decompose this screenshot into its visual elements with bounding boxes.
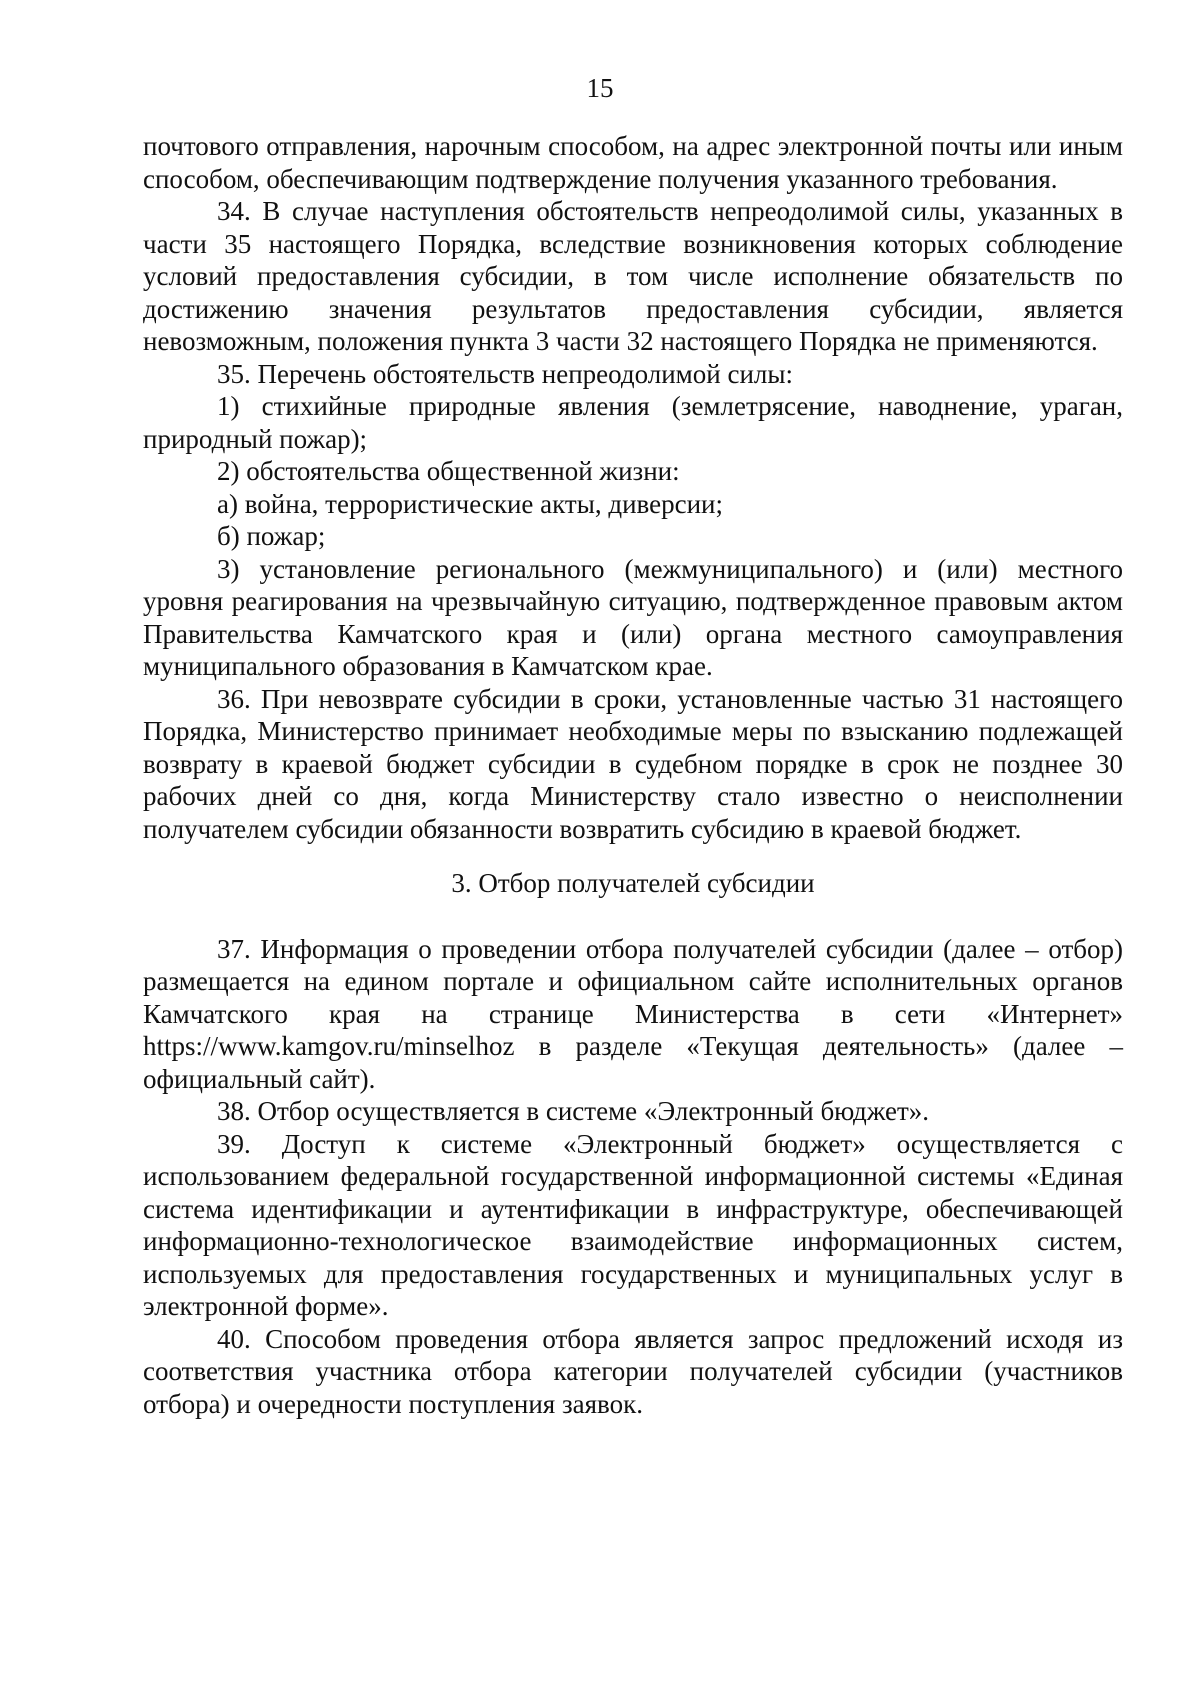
paragraph-35: 35. Перечень обстоятельств непреодолимой силы: [217,358,794,389]
section-heading: 3. Отбор получателей субсидии [451,868,815,898]
list-item-35-3: 3) установление регионального (межмуниципального) и (или) местного уровня реагирования на чрезвычайную ситуацию, подтвержденное правовым актом Правительства Камчатского края и (или) органа местного самоуправления муниципального образования в Камчатском крае. [143,553,1123,681]
document-body [143,130,1123,1420]
paragraph-40: 40. Способом проведения отбора является запрос предложений исходя из соответствия участника отбора категории получателей субсидии (участников отбора) и очередности поступления заявок. [143,1323,1123,1419]
paragraph-continuation: почтового отправления, нарочным способом, на адрес электронной почты или иным способом, обеспечивающим подтверждение получения указанного требования. [143,131,1123,194]
list-item-35-2: 2) обстоятельства общественной жизни: [217,456,680,486]
paragraph-36: 36. При невозврате субсидии в сроки, установленные частью 31 настоящего Порядка, Министерство принимает необходимые меры по взысканию подлежащей возврату в краевой бюджет субсидии в судебном порядке в срок не позднее 30 рабочих дней со дня, когда Министерству стало известно о неисполнении получателем субсидии обязанности возвратить субсидию в краевой бюджет. [143,683,1123,844]
paragraph-38: 38. Отбор осуществляется в системе «Электронный бюджет». [217,1096,930,1126]
page-number: 15 [586,73,614,103]
paragraph-39: 39. Доступ к системе «Электронный бюджет» осуществляется с использованием федеральной государственной информационной системы «Единая система идентификации и аутентификации в инфраструктуре, обеспечивающей информационно-технологическое взаимодействие информационных систем, используемых для предоставления государственных и муниципальных услуг в электронной форме». [143,1128,1123,1321]
paragraph-34: 34. В случае наступления обстоятельств непреодолимой силы, указанных в части 35 настоящего Порядка, вследствие возникновения которых соблюдение условий предоставления субсидии, в том числе исполнение обязательств по достижению значения результатов предоставления субсидии, является невозможным, положения пункта 3 части 32 настоящего Порядка не применяются. [143,196,1123,356]
list-item-35-2a: а) война, террористические акты, диверсии; [217,488,723,519]
list-item-35-2b: б) пожар; [217,521,326,551]
paragraph-37: 37. Информация о проведении отбора получателей субсидии (далее – отбор) размещается на едином портале и официальном сайте исполнительных органов Камчатского края на странице Министерства в сети «Интернет» https://www.kamgov.ru/minselhoz в разделе «Текущая деятельность» (далее – официальный сайт). [143,933,1123,1094]
list-item-35-1: 1) стихийные природные явления (землетрясение, наводнение, ураган, природный пожар); [143,391,1123,454]
